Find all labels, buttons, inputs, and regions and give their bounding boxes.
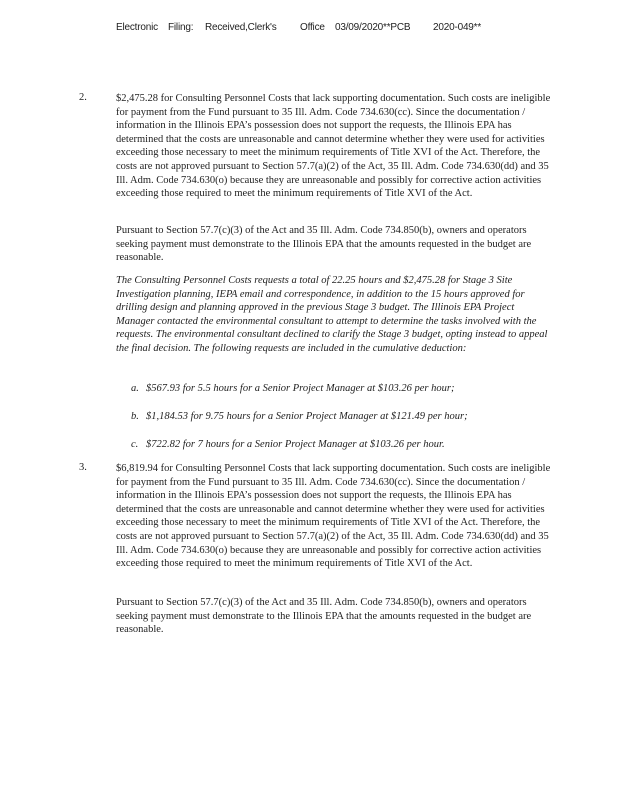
- header-electronic: Electronic: [116, 22, 158, 33]
- subitem-b: [131, 411, 468, 422]
- subitem-c-label: c.: [131, 439, 139, 450]
- subitem-b-label: b.: [131, 411, 139, 422]
- header-received: Received,Clerk's: [205, 22, 277, 33]
- item-2-pursuant: Pursuant to Section 57.7(c)(3) of the Act and 35 Ill. Adm. Code 734.850(b), owners and operators seeking payment must demonstrate to the Illinois EPA that the amounts requested in the budget are reasonable.: [116, 225, 532, 264]
- item-number-3: 3.: [79, 462, 87, 473]
- item-number-2: 2.: [79, 92, 87, 103]
- subitem-a-label: a.: [131, 383, 139, 394]
- subitem-a-text: $567.93 for 5.5 hours for a Senior Project Manager at $103.26 per hour;: [146, 383, 455, 394]
- header-office: Office: [300, 22, 325, 33]
- subitem-b-text: $1,184.53 for 9.75 hours for a Senior Project Manager at $121.49 per hour;: [146, 411, 468, 422]
- header-case-number: 2020-049**: [433, 22, 482, 33]
- item-2-italic-note: The Consulting Personnel Costs requests a total of 22.25 hours and $2,475.28 for Stage 3 Site Investigation planning, IEPA email and correspondence, in addition to the 15 hours approved for drilling design and planning approved in the previous Stage 3 budget. The Illinois EPA Project Manager contacted the environmental consultant to attempt to determine the tasks involved with the requests. The environmental consultant declined to clarify the Stage 3 budget, opting instead to appeal the final decision. The following requests are included in the cumulative deduction:: [116, 275, 548, 354]
- subitem-a: [131, 383, 454, 394]
- header-date-pcb: 03/09/2020**PCB: [335, 22, 411, 33]
- header-filing: Filing:: [168, 22, 194, 33]
- item-3-paragraph: $6,819.94 for Consulting Personnel Costs that lack supporting documentation. Such costs are ineligible for payment from the Fund pursuant to 35 Ill. Adm. Code 734.630(cc). Since the documentation / information in the Illinois EPA’s possession does not support the requests, the Illinois EPA has determined that the costs are unreasonable and cannot determine whether they were used for activities exceeding those necessary to meet the minimum requirements of Title XVI of the Act. Therefore, the costs are not approved pursuant to Section 57.7(a)(2) of the Act, 35 Ill. Adm. Code 734.630(dd) and 35 Ill. Adm. Code 734.630(o) because they are unreasonable and possibly for corrective action activities exceeding those required to meet the minimum requirements of Title XVI of the Act.: [116, 463, 551, 570]
- subitem-c: [131, 439, 445, 450]
- item-3-pursuant: Pursuant to Section 57.7(c)(3) of the Act and 35 Ill. Adm. Code 734.850(b), owners and operators seeking payment must demonstrate to the Illinois EPA that the amounts requested in the budget are reasonable.: [116, 597, 532, 636]
- item-2-paragraph: $2,475.28 for Consulting Personnel Costs that lack supporting documentation. Such costs are ineligible for payment from the Fund pursuant to 35 Ill. Adm. Code 734.630(cc). Since the documentation / information in the Illinois EPA’s possession does not support the requests, the Illinois EPA has determined that the costs are unreasonable and cannot determine whether they were used for activities exceeding those necessary to meet the minimum requirements of Title XVI of the Act. Therefore, the costs are not approved pursuant to Section 57.7(a)(2) of the Act, 35 Ill. Adm. Code 734.630(dd) and 35 Ill. Adm. Code 734.630(o) because they are unreasonable and possibly for corrective action activities exceeding those required to meet the minimum requirements of Title XVI of the Act.: [116, 93, 551, 200]
- subitem-c-text: $722.82 for 7 hours for a Senior Project Manager at $103.26 per hour.: [146, 439, 445, 450]
